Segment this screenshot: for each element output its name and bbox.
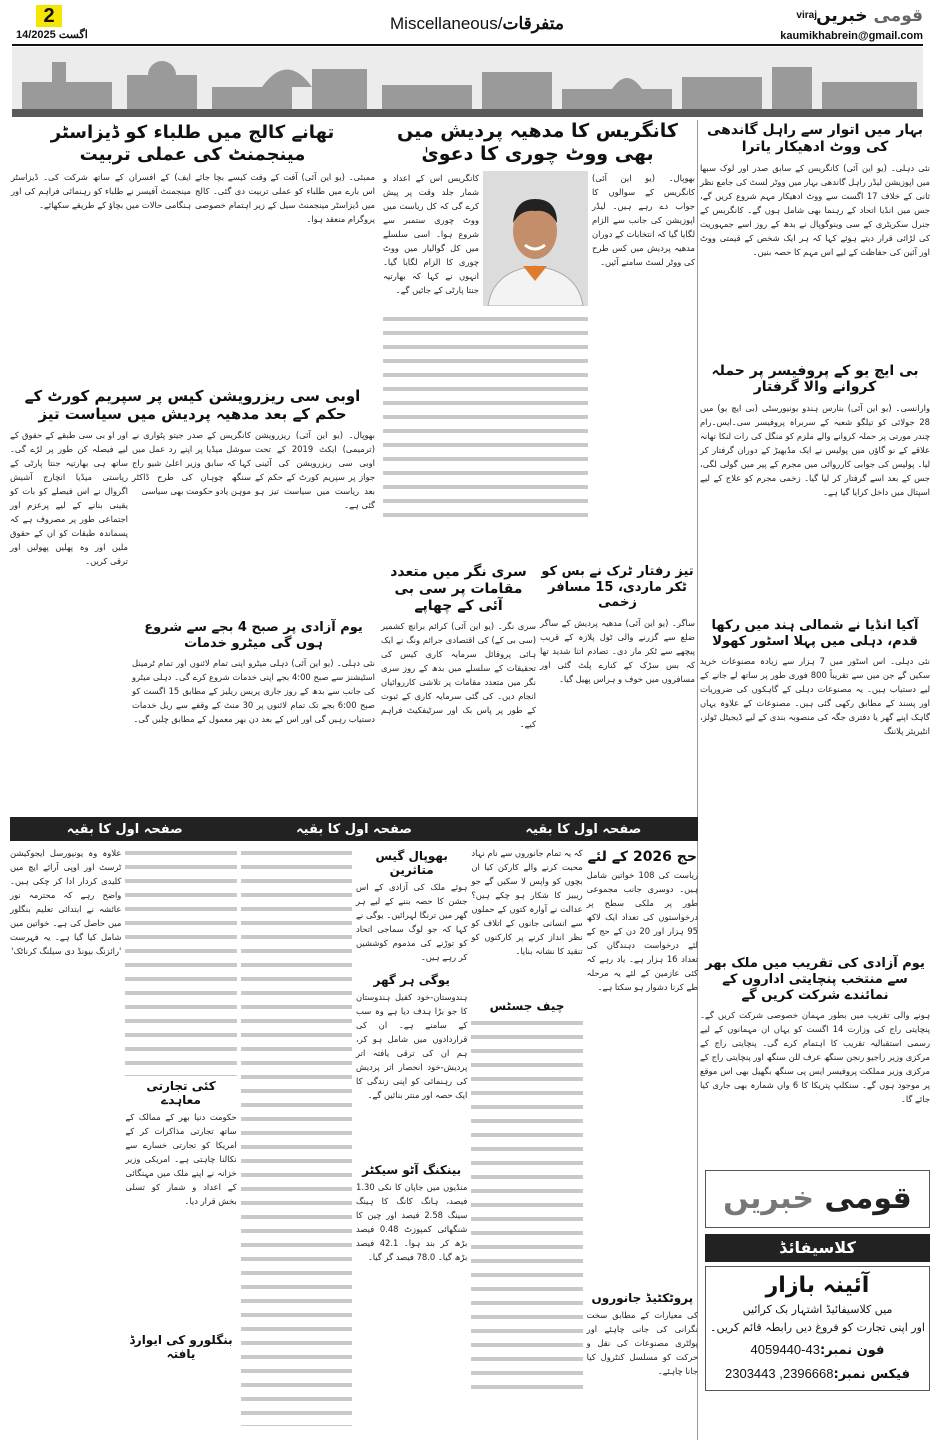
masthead-logo: قومی خبریں	[816, 6, 923, 26]
skyline-banner	[12, 47, 923, 117]
ad-box	[705, 1266, 930, 1391]
classified-ad	[705, 1170, 930, 1440]
continued-column	[471, 846, 582, 1396]
continued-column	[125, 846, 236, 1364]
congress-article	[380, 118, 695, 531]
ad-title: آئینہ بازار	[765, 1273, 870, 1298]
srinagar-article	[381, 562, 536, 731]
article-akia-body: نئی دہلی۔ اس اسٹور میں 7 ہزار سے زیادہ مصنوعات خرید سکیں گے جن میں سے تقریباً 800 فوری طور پر ساتھ لے جانے کے لیے دستیاب ہیں۔ یہ مصنوعات دہلی کے گاہکوں کی ضروریات اور پسند کے مطابق رکھی گئی ہیں۔ مصنوعات کے علاوہ یہاں گاہک اپنے گھر یا دفتری جگہ کی منصوبہ بندی کے لیے ڈیجیٹل ٹولز، انٹیریئر پلاننگ	[700, 656, 930, 737]
ad-fax: فیکس نمبر:2396668, 2303443	[725, 1366, 910, 1382]
continued-bar	[10, 817, 698, 841]
continued-body: کہ یہ تمام جانوروں سے نام نہاد محبت کرنے والے کارکن کیا ان بچوں کو واپس لا سکیں گے جو ریبیز کا شکار ہو چکے ہیں؟ عدالت نے آوارہ کتوں کے حملوں سے انسانی جانوں کے اتلاف کو نظر انداز کرنے پر کارکنوں کو تنقید کا نشانہ بنایا۔	[471, 848, 583, 956]
subhead: بھوپال گیس متاثرین	[375, 849, 448, 877]
article-thane-body-1: ممبئی۔ (یو این آئی) آفت کے وقت کیسے بچا جائے اس بارے میں طلباء کو عملی تربیت دی گئی۔ کالج میں ڈیزاسٹر مینجمنٹ سیل کے زیر اہتمام خصوصی پروگرام منعقد ہوا۔	[195, 172, 375, 225]
article-congress-text-continued	[383, 312, 588, 527]
ad-line-1: میں کلاسیفائیڈ اشتہار بک کرائیں	[742, 1303, 893, 1316]
continued-body: کی معیارات کے مطابق سخت نگرانی کی جانی چاہئے اور پولٹری مصنوعات کی نقل و حرکت کو مسلسل کنٹرول کیا جانا چاہئے۔	[586, 1310, 698, 1376]
continued-column	[356, 846, 467, 1264]
continued-label: صفحہ اول کا بقیہ	[525, 821, 642, 837]
continued-column	[587, 846, 698, 1378]
headline-panchayat: یوم آزادی کی تقریب میں ملک بھر سے منتخب پنچایتی اداروں کے نمائندے شرکت کریں گے	[705, 956, 925, 1003]
ad-logo: قومی خبریں	[705, 1170, 930, 1228]
article-congress-body-2: کانگریس اس کے اعداد و شمار جلد وقت پر پیش کرے گی کہ کل ریاست میں ووٹ چوری ستمبر سے شروع ہوا۔ اسی سلسلے میں کل گوالیار میں ووٹ چوری کا الزام لگایا گیا۔ انہوں نے کہا کہ بھارتیہ جنتا پارٹی کے جائیں گے۔	[383, 172, 479, 295]
article-obc-body-2: کانگریس کے صدر جیتو پٹواری نے سوشل میڈیا پر اپنے رد عمل میں کہا کہ سابق وزیر اعلیٰ شیو راج سنگھ چوہان کی طرح ڈاکٹر موہن یادو حکومت بھی سیاسی	[132, 430, 251, 497]
article-bhu-body: وارانسی۔ (یو این آئی) بنارس ہندو یونیورسٹی (بی ایچ یو) میں 28 جولائی کو تیلگو شعبہ کے سربراہ پروفیسر سی۔ایس۔رام چندر مورتی پر حملہ کروانے والے ملزم کو منگل کی رات لنکا تھانہ علاقے کے نو گاؤں میں پولیس نے ایک مڈبھیڑ کے دوران گرفتار کر لیا۔ پولیس کی جوابی کارروائی میں مجرم کے پیر میں گولی لگی، جس کے بعد اسے گرفتار کر لیا گیا۔ زخمی مجرم کو علاج کے لیے اسپتال میں داخل کرایا گیا ہے۔	[700, 403, 930, 498]
article-truck-body: ساگر۔ (یو این آئی) مدھیہ پردیش کے ساگر ضلع سے گزرنے والی ٹول پلازہ کے قریب پیچھے سے ٹکر مار دی۔ تصادم اتنا شدید تھا کہ بس سڑک کے کنارے پلٹ گئی اور مسافروں میں خوف و ہراس پھیل گیا۔	[540, 617, 695, 684]
continued-body: ریاست کی 108 خواتین شامل ہیں۔ دوسری جانب مجموعی طور پر ملکی سطح پر درخواستوں کی تعداد ایک لاکھ 95 ہزار اور 20 دن کے حج کے لئے درخواست دہندگان کی تعداد 16 ہزار ہے۔ یاد رہے کہ کئی عازمین کے لئے یہ مرحلہ طے کرنا دشوار ہو سکتا ہے۔	[586, 870, 698, 992]
article-rahul-body: نئی دہلی۔ (یو این آئی) کانگریس کے سابق صدر اور لوک سبھا میں اپوزیشن لیڈر راہل گاندھی بہار میں ووٹر لسٹ کی جامع نظر ثانی کے خلاف 17 اگست سے ووٹ ادھیکار مہم شروع کریں گے، جس میں انڈیا اتحاد کے رہنما بھی شامل ہوں گے۔ کانگریس کے جنرل سکریٹری کے سی وینوگوپال نے بدھ کے روز اسے جمہوریت کی لڑائی قرار دیتے ہوئے کہا کہ ہر ایک شخص کے قیمتی ووٹ اور آئین کی حفاظت کے لیے اس مہم کا حصہ بنیں۔	[700, 162, 930, 257]
continued-column	[10, 846, 121, 958]
issue-date: 14/اگست 2025	[16, 29, 88, 41]
headline-srinagar: سری نگر میں متعدد مقامات پر سی بی آئی کے چھاپے	[390, 564, 527, 614]
article-panchayat-body: ہونے والی تقریب میں بطور مہمان خصوصی شرکت کریں گے۔ پنچایتی راج کی وزارت 14 اگست کو یہاں ان مہمانوں کے لیے رسمی استقبالیہ تقریب کا اہتمام کرے گی۔ پنچایتی راج کے مرکزی وزیر راجیو رنجن سنگھ عرف للن سنگھ اور پنچایتی راج کے مرکزی وزیر مملکت پروفیسر ایس پی سنگھ بگھیل بھی اس موقع پر موجود ہوں گے۔ سنکلپ پتریکا کا 6 واں شمارہ بھی جاری کیا جائے گا۔	[700, 1010, 930, 1105]
classified-band: کلاسیفائڈ	[705, 1234, 930, 1262]
continued-body-fill	[241, 846, 352, 1426]
politician-photo	[483, 171, 588, 306]
article-srinagar-body: سری نگر۔ (یو این آئی) کرائم برانچ کشمیر (سی بی کے) کی اقتصادی جرائم ونگ نے ایک ہائی پروفائل سرمایہ کاری کیس کی تحقیقات کے سلسلے میں بدھ کے روز سری نگر میں متعدد مقامات پر تلاشی کارروائیاں انجام دیں۔ کی گئی سرمایہ کاری کے ثبوت کے طور پر پاس بک اور سرٹیفکیٹ فراہم کیے۔	[381, 621, 536, 730]
ad-line-2: اور اپنی تجارت کو فروغ دیں رابطہ قائم کریں۔	[710, 1321, 925, 1334]
headline-bhu: بی ایچ یو کے پروفیسر پر حملہ کروانے والا گرفتار	[711, 362, 919, 396]
email: kaumikhabrein@gmail.com	[780, 30, 923, 42]
left-column	[10, 120, 375, 726]
page-number: 2	[36, 5, 62, 27]
headline-akia: آکیا انڈیا نے شمالی ہند میں رکھا قدم، دہلی میں پہلا اسٹور کھولا	[711, 618, 919, 649]
subhead: بینکنگ آٹو سیکٹر	[362, 1163, 462, 1177]
subhead: حج 2026 کے لئے	[587, 849, 697, 865]
continued-body: منڈیوں میں جاپان کا نکی 1.30 فیصد، ہانگ کانگ کا ہینگ سینگ 2.58 فیصد اور چین کا شنگھائی کمپوزٹ 0.48 فیصد بڑھ کر بند ہوا۔ 42.1 فیصد بڑھ گیا۔ 78.0 فیصد گر گیا۔	[356, 1182, 468, 1262]
continued-label: صفحہ اول کا بقیہ	[296, 821, 412, 837]
continued-label: صفحہ اول کا بقیہ	[66, 821, 183, 837]
headline-congress: کانگریس کا مدھیہ پردیش میں بھی ووٹ چوری کا دعویٰ	[397, 120, 678, 165]
headline-metro: یوم آزادی پر صبح 4 بجے سے شروع ہوں گی میٹرو خدمات	[144, 620, 363, 651]
headline-truck: تیز رفتار ٹرک نے بس کو ٹکر ماردی، 15 مسافر زخمی	[541, 564, 694, 611]
continued-body: ہندوستان-خود کفیل ہندوستان کا جو بڑا ہدف دیا ہے وہ سب کے سامنے ہے۔ ان کی قراردادوں میں شامل ہو کر، ہم ان کی ترقی یافتہ اتر پردیش-خود انحصار اتر پردیش کی رہنمائی کو اپنی زندگی کا ایک حصہ اور منتر بنائیں گے۔	[356, 992, 468, 1100]
headline-rahul: بہار میں اتوار سے راہل گاندھی کی ووٹ ادھیکار یاترا	[707, 122, 923, 155]
subhead: کئی تجارتی معاہدے	[146, 1079, 216, 1107]
subhead: یوگی ہر گھر	[373, 973, 450, 987]
continued-body: ہوئے ملک کی آزادی کے اس جشن کا حصہ بننے کے لیے ہر گھر میں ترنگا لہرائیں۔ یوگی نے کہا کہ جو لوگ سماجی اتحاد کو توڑنے کی مذموم کوششیں کر رہے ہیں۔	[356, 882, 468, 962]
continued-body-fill	[471, 1016, 582, 1396]
article-obc-body-1: بھوپال۔ (یو این آئی) ریزرویشن (ترمیمی) ایکٹ 2019 کے تحت اوبی سی ریزرویشن کی آئینی جواز پر سپریم کورٹ کے حکم کے بعد ریاست میں سیاست تیز ہو گئی ہے۔	[255, 430, 375, 511]
article-metro-body: نئی دہلی۔ (یو این آئی) دہلی میٹرو اپنی تمام لائنوں اور تمام ٹرمینل اسٹیشنز سے صبح 4:00 بجے اپنی خدمات شروع کرے گی۔ دہلی میٹرو کی جانب سے بدھ کے روز جاری پریس ریلیز کے مطابق 15 اگست کو صبح 6:00 بجے تک تمام لائنوں پر 30 منٹ کے وقفے سے ریل خدمات دستیاب رہیں گی اور اس کے بعد دن بھر معمول کے مطابق چلیں گی۔	[132, 658, 375, 725]
continued-column	[241, 846, 352, 1426]
headline-thane: تھانے کالج میں طلباء کو ڈیزاسٹر مینجمنٹ کی عملی تربیت	[50, 122, 335, 165]
subhead: پروٹکٹیڈ جانوروں	[591, 1291, 694, 1305]
subhead: بنگلورو کی ایوارڈ یافتہ	[129, 1333, 233, 1361]
right-column	[700, 120, 930, 1106]
article-obc-body-3: اور او بی سی طبقے کے حقوق کے لیے فیصلہ کن طور پر لڑے گی۔ ساتھ ہی بھارتیہ جنتا پارٹی کے ریاستی میڈیا انچارج آشیش اگروال نے اس فیصلے کو بات کو یقینی بنانے کے لیے پرعزم اور اجتماعی طور پر مصروف ہے کہ پسماندہ طبقات کو ان کے حقوق ملیں اور وہ پھلیں پھولیں اور ترقی کریں۔	[10, 430, 128, 567]
truck-article	[540, 562, 695, 686]
continued-body: حکومت دنیا بھر کے ممالک کے ساتھ تجارتی مذاکرات کر کے امریکا کو تجارتی خسارے سے نکالنا چاہتی ہے۔ امریکی وزیر خزانہ نے اپنے ملک میں مہنگائی کے اعداد و شمار کو تسلی بخش قرار دیا۔	[125, 1112, 237, 1206]
viraj-logo: viraj	[796, 10, 817, 21]
article-congress-body-1: بھوپال۔ (یو این آئی) کانگریس کے سوالوں کا جواب دے رہے ہیں۔ لیڈر اپوزیشن کی جانب سے الزام لگایا گیا کہ انتخابات کے دوران مدھیہ پردیش میں کس طرح کی ووٹر لسٹ سامنے آئیں۔	[592, 172, 695, 267]
section-title: Miscellaneous/متفرقات	[390, 14, 564, 33]
continued-body-fill	[125, 846, 236, 1076]
continued-body: علاوہ وہ یونیورسل ایجوکیشن ٹرسٹ اور اوپی آرائے ایچ میں کلیدی کردار ادا کر چکی ہیں۔ واضح رہے کہ محترمہ نور عائشہ نے ابتدائی تعلیم بنگلور میں حاصل کی ہے۔ خواتین میں شامل کیا گیا ہے۔ یہ فہرست 'رائزنگ بیونڈ دی سیلنگ کرناٹک'	[10, 848, 122, 956]
headline-obc: اوبی سی ریزرویشن کیس پر سپریم کورٹ کے حکم کے بعد مدھیہ پردیش میں سیاست تیز	[24, 387, 361, 424]
article-thane-body-2: ایف) کے افسران کے ساتھ شرکت کی۔ ڈیزاسٹر مینجمنٹ آفیسر نے طلباء کو رہنمائی فراہم کی اور ہنگامی حالات میں بچاؤ کے طریقے سکھائے۔	[11, 172, 191, 211]
subhead: چیف جسٹس	[489, 999, 565, 1013]
ad-phone: فون نمبر:43-4059440	[750, 1342, 885, 1358]
middle-lower-articles	[380, 562, 695, 731]
header-rule	[12, 44, 923, 46]
continued-columns	[10, 846, 698, 1440]
